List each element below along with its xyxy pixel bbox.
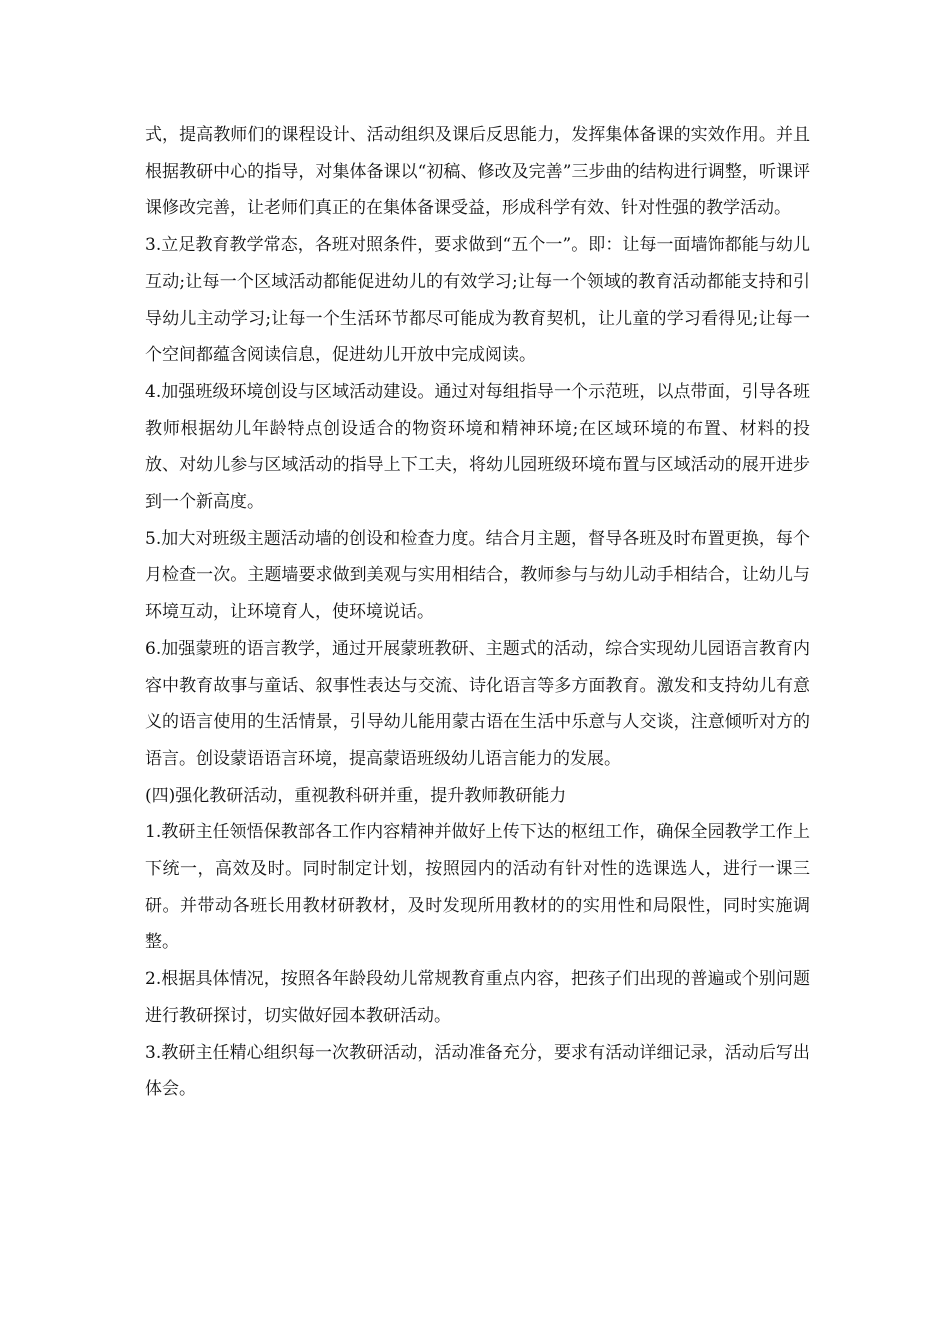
- section-heading-teaching-research: (四)强化教研活动，重视教科研并重，提升教师教研能力: [145, 785, 567, 806]
- document-body: [145, 117, 810, 1108]
- paragraph-item-6-language-teaching: 6.加强蒙班的语言教学，通过开展蒙班教研、主题式的活动，综合实现幼儿园语言教育内容中教育故事与童话、叙事性表达与交流、诗化语言等多方面教育。激发和支持幼儿有意义的语言使用的生活情景，引导幼儿能用蒙古语在生活中乐意与人交谈，注意倾听对方的语言。创设蒙语语言环境，提高蒙语班级幼儿语言能力的发展。: [145, 638, 810, 769]
- paragraph-research-item-1: 1.教研主任领悟保教部各工作内容精神并做好上传下达的枢纽工作，确保全园教学工作上下统一，高效及时。同时制定计划，按照园内的活动有针对性的选课选人，进行一课三研。并带动各班长用教材研教材，及时发现所用教材的的实用性和局限性，同时实施调整。: [145, 822, 810, 953]
- paragraph-collective-lesson-prep: 式，提高教师们的课程设计、活动组织及课后反思能力，发挥集体备课的实效作用。并且根据教研中心的指导，对集体备课以“初稿、修改及完善”三步曲的结构进行调整，听课评课修改完善，让老师们真正的在集体备课受益，形成科学有效、针对性强的教学活动。: [145, 125, 810, 219]
- paragraph-item-5-theme-wall: 5.加大对班级主题活动墙的创设和检查力度。结合月主题，督导各班及时布置更换，每个月检查一次。主题墙要求做到美观与实用相结合，教师参与与幼儿动手相结合，让幼儿与环境互动，让环境育人，使环境说话。: [145, 528, 810, 623]
- paragraph-item-4-class-environment: 4.加强班级环境创设与区域活动建设。通过对每组指导一个示范班，以点带面，引导各班教师根据幼儿年龄特点创设适合的物资环境和精神环境;在区域环境的布置、材料的投放、对幼儿参与区域活动的指导上下工夫，将幼儿园班级环境布置与区域活动的展开进步到一个新高度。: [145, 381, 810, 513]
- paragraph-research-item-2: 2.根据具体情况，按照各年龄段幼儿常规教育重点内容，把孩子们出现的普遍或个别问题进行教研探讨，切实做好园本教研活动。: [145, 969, 810, 1026]
- paragraph-item-3-five-ones: 3.立足教育教学常态，各班对照条件，要求做到“五个一”。即：让每一面墙饰都能与幼儿互动;让每一个区域活动都能促进幼儿的有效学习;让每一个领域的教育活动都能支持和引导幼儿主动学习;让每一个生活环节都尽可能成为教育契机，让儿童的学习看得见;让每一个空间都蕴含阅读信息，促进幼儿开放中完成阅读。: [145, 235, 810, 366]
- paragraph-research-item-3: 3.教研主任精心组织每一次教研活动，活动准备充分，要求有活动详细记录，活动后写出体会。: [145, 1042, 810, 1100]
